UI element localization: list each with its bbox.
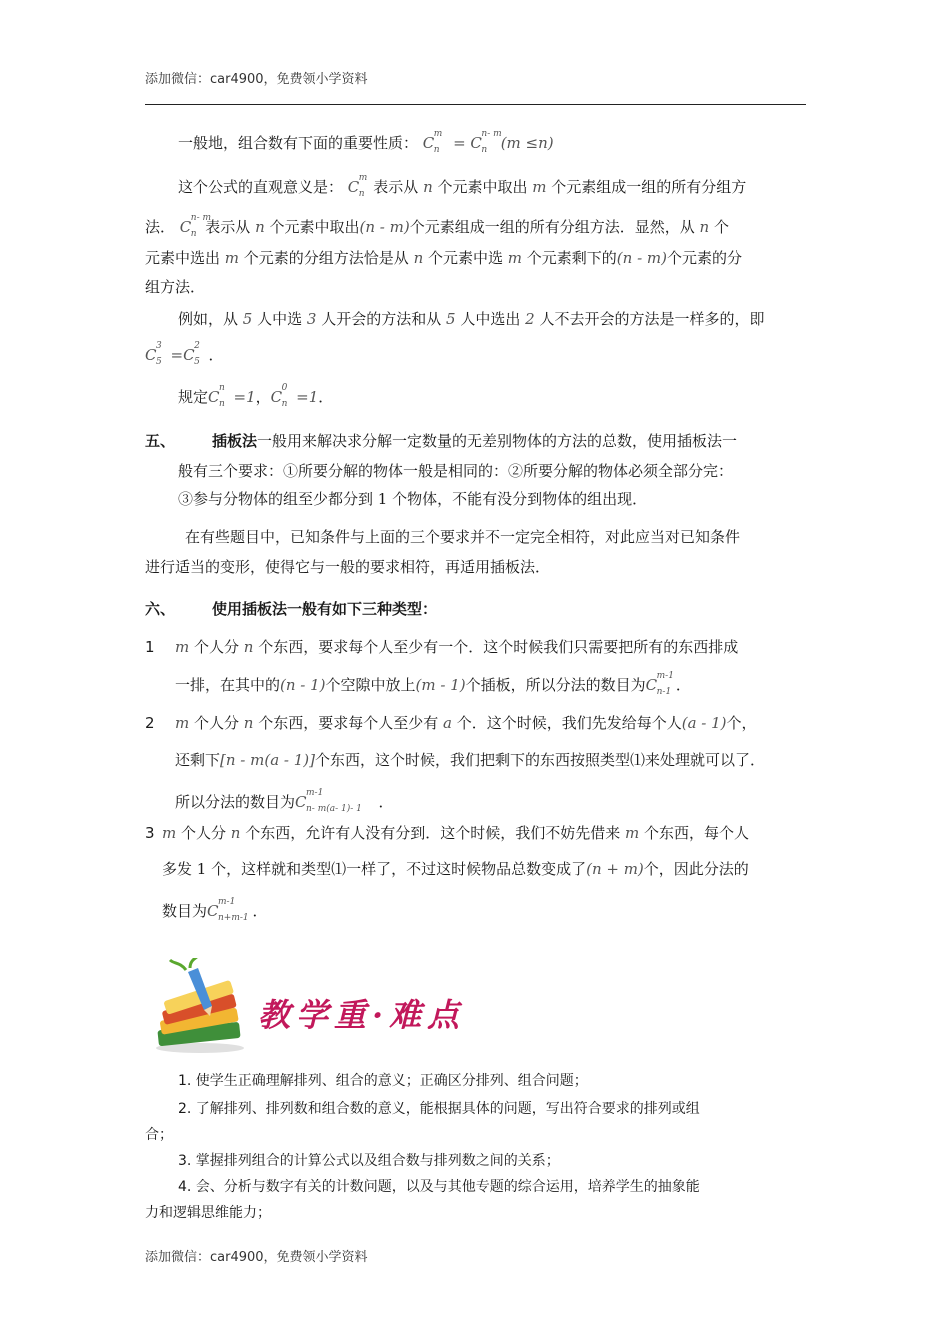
example-e: 人不去开会的方法是一样多的，即	[539, 310, 765, 328]
item2-number: 2	[145, 714, 155, 732]
item3-line3: 数目为C m-1 n+m-1 ．	[162, 897, 268, 923]
property-line: 一般地，组合数有下面的重要性质： C m n = C n- m n (m ≤n)	[178, 129, 554, 155]
meaning-line-4: 组方法．	[145, 278, 206, 296]
item1-line1: m 个人分 n 个东西，要求每个人至少有一个．这个时候我们只需要把所有的东西排成	[175, 638, 739, 656]
header-rule	[145, 104, 806, 105]
formula-cnm-2: C m n	[347, 173, 368, 199]
meaning-line-1: 这个公式的直观意义是： C m n 表示从 n 个元素中取出 m 个元素组成一组的所有分组方	[178, 173, 747, 199]
line3-e: 个元素的分	[667, 249, 743, 267]
section5-line1	[212, 430, 737, 452]
item1-d: 个空隙中放上	[325, 676, 416, 694]
formula-cnnm: C n- m n	[470, 129, 502, 155]
item2-b: 个东西，要求每个人至少有	[258, 714, 439, 732]
section5-line3: ③参与分物体的组至少都分到 1 个物体，不能有没分到物体的组出现．	[178, 490, 648, 508]
formula-cnn: C n n	[208, 383, 225, 409]
line2-e: 个	[713, 218, 729, 236]
meaning-text-2: 个元素中取出	[437, 178, 528, 196]
item2-a: 个人分	[194, 714, 240, 732]
formula-cnnm-2: C n- m n	[179, 213, 212, 239]
example-line: 例如，从 5 人中选 3 人开会的方法和从 5 人中选出 2 人不去开会的方法是一样多的，即	[178, 310, 765, 328]
line3-c: 个元素中选	[428, 249, 504, 267]
formula-cnm: C m n	[422, 129, 443, 155]
rule-a: 规定	[178, 388, 209, 406]
objective-2-cont: 合；	[145, 1127, 173, 1143]
example-d: 人中选出	[460, 310, 521, 328]
item3-d: 多发 1 个，这样就和类型⑴一样了，不过这时候物品总数变成了	[162, 860, 587, 878]
section6-title: 使用插板法一般有如下三种类型：	[212, 600, 438, 618]
item3-e: 个，因此分法的	[643, 860, 749, 878]
page-header: 添加微信：car4900，免费领小学资料	[145, 72, 368, 87]
banner-title: 教学重·难点	[258, 996, 466, 1034]
property-intro: 一般地，组合数有下面的重要性质：	[178, 134, 419, 152]
line3-a: 元素中选出	[145, 249, 221, 267]
line2-a: 法．	[145, 218, 176, 236]
item3-number: 3	[145, 824, 155, 842]
objective-3: 3. 掌握排列组合的计算公式以及组合数与排列数之间的关系；	[178, 1153, 560, 1169]
meaning-line-3: 元素中选出 m 个元素的分组方法恰是从 n 个元素中选 m 个元素剩下的(n - m)个元素的分	[145, 249, 743, 267]
formula-c53: C 3 5	[145, 341, 162, 367]
objective-2: 2. 了解排列、排列数和组合数的意义，能根据具体的问题，写出符合要求的排列或组	[178, 1101, 700, 1117]
section5-title: 插板法	[212, 432, 258, 450]
formula-cn0: C 0 n	[270, 383, 288, 409]
objective-4-cont: 力和逻辑思维能力；	[145, 1205, 271, 1221]
example-a: 例如，从	[178, 310, 239, 328]
formula-item2: C m-1 n- m(a- 1)- 1	[295, 788, 362, 814]
example-formula: C 3 5 =C 2 5 ．	[145, 341, 224, 367]
section5-para2-line2: 进行适当的变形，使得它与一般的要求相符，再适用插板法．	[145, 558, 551, 576]
meaning-text-3: 个元素组成一组的所有分组方	[551, 178, 747, 196]
objective-4: 4. 会、分析与数字有关的计数问题，以及与其他专题的综合运用，培养学生的抽象能	[178, 1179, 700, 1195]
formula-item1: C m-1 n-1	[645, 671, 674, 697]
meaning-text-1: 表示从	[373, 178, 419, 196]
item2-f: 个东西，这个时候，我们把剩下的东西按照类型⑴来处理就可以了．	[315, 751, 766, 769]
item2-d: 个，	[726, 714, 757, 732]
rule-line: 规定C n n =1，C 0 n =1．	[178, 383, 334, 409]
example-c: 人开会的方法和从	[321, 310, 442, 328]
item3-f: 数目为	[162, 902, 208, 920]
item2-c: 个．这个时候，我们先发给每个人	[456, 714, 682, 732]
section5-para2-line1: 在有些题目中，已知条件与上面的三个要求并不一定完全相符，对此应当对已知条件	[185, 528, 741, 546]
rule-b: ，	[255, 388, 271, 406]
item2-e: 还剩下	[175, 751, 221, 769]
line2-b: 表示从	[205, 218, 251, 236]
item3-b: 个东西，允许有人没有分到．这个时候，我们不妨先借来	[245, 824, 621, 842]
meaning-lead: 这个公式的直观意义是：	[178, 178, 344, 196]
property-condition: m ≤n	[506, 134, 548, 152]
section5-line2: 般有三个要求：①所要分解的物体一般是相同的：②所要分解的物体必须全部分完：	[178, 462, 734, 480]
section5-number: 五、	[145, 432, 176, 450]
line2-d: 个元素组成一组的所有分组方法．显然，从	[409, 218, 695, 236]
item3-a: 个人分	[181, 824, 227, 842]
item1-number: 1	[145, 638, 155, 656]
item2-line3: 所以分法的数目为C m-1 n- m(a- 1)- 1 ．	[175, 788, 394, 814]
books-pencil-icon	[150, 958, 250, 1054]
line3-b: 个元素的分组方法恰是从	[243, 249, 409, 267]
item2-line2: 还剩下[n - m(a - 1)]个东西，这个时候，我们把剩下的东西按照类型⑴来处理就可以了．	[175, 751, 766, 769]
page-footer: 添加微信：car4900，免费领小学资料	[145, 1250, 368, 1265]
section5-line1-text: 一般用来解决求分解一定数量的无差别物体的方法的总数，使用插板法一	[257, 432, 738, 450]
line2-c: 个元素中取出	[269, 218, 360, 236]
example-b: 人中选	[257, 310, 303, 328]
line3-d: 个元素剩下的	[526, 249, 617, 267]
section6-number: 六、	[145, 600, 176, 618]
item1-b: 个东西，要求每个人至少有一个．这个时候我们只需要把所有的东西排成	[258, 638, 739, 656]
item2-line1: m 个人分 n 个东西，要求每个人至少有 a 个．这个时候，我们先发给每个人(a - 1)个，	[175, 714, 757, 732]
item2-g: 所以分法的数目为	[175, 793, 296, 811]
meaning-line-2: 法． C n- m n 表示从 n 个元素中取出(n - m)个元素组成一组的所有分组方法．显然，从 n 个	[145, 213, 729, 239]
objective-1: 1. 使学生正确理解排列、组合的意义；正确区分排列、组合问题；	[178, 1073, 588, 1089]
item1-e: 个插板，所以分法的数目为	[465, 676, 646, 694]
item1-c: 一排，在其中的	[175, 676, 281, 694]
item3-line1: m 个人分 n 个东西，允许有人没有分到．这个时候，我们不妨先借来 m 个东西，每个人	[162, 824, 750, 842]
formula-c52: C 2 5	[183, 341, 200, 367]
item1-a: 个人分	[194, 638, 240, 656]
formula-item3: C m-1 n+m-1	[207, 897, 249, 923]
item3-c: 个东西，每个人	[644, 824, 750, 842]
item3-line2: 多发 1 个，这样就和类型⑴一样了，不过这时候物品总数变成了(n + m)个，因此分法的	[162, 860, 749, 878]
item1-line2: 一排，在其中的(n - 1)个空隙中放上(m - 1)个插板，所以分法的数目为C m-1 n-1 ．	[175, 671, 691, 697]
